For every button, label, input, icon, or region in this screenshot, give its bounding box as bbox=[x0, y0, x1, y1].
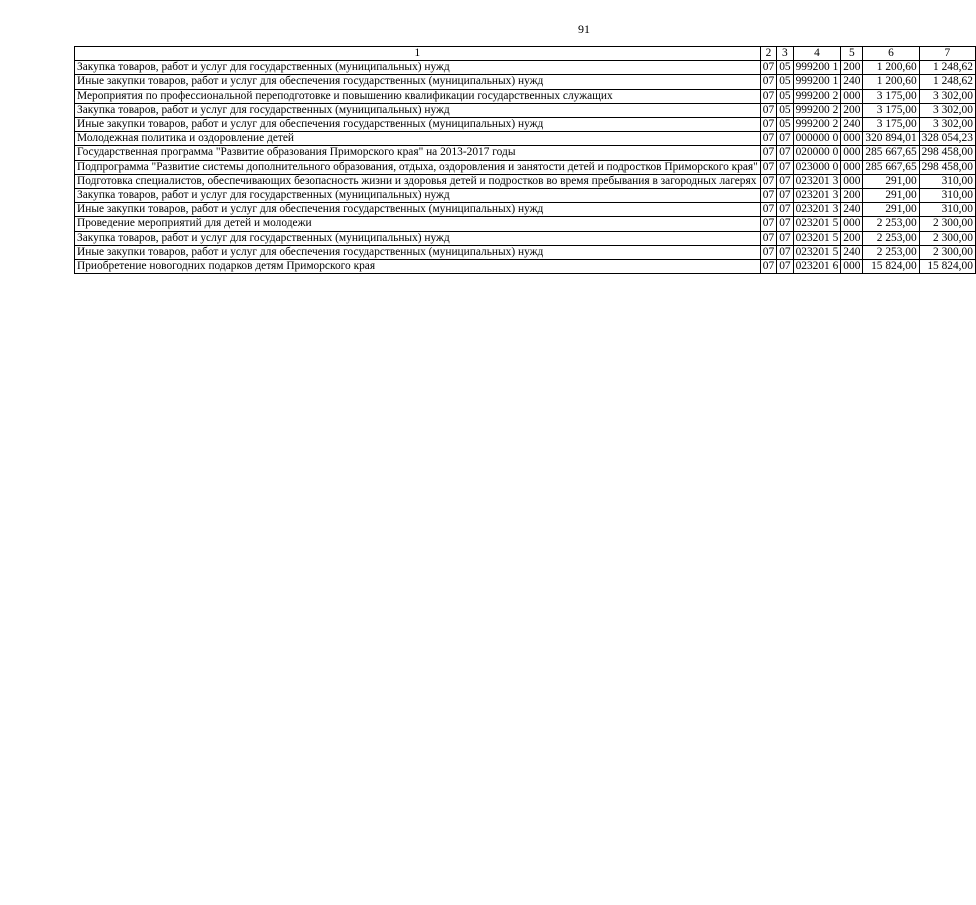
target-article-code: 023201 5 bbox=[793, 245, 841, 259]
section-code: 07 bbox=[760, 75, 776, 89]
target-article-code: 999200 2 bbox=[793, 103, 841, 117]
table-row bbox=[75, 146, 976, 160]
target-article-code: 999200 2 bbox=[793, 89, 841, 103]
header-row bbox=[75, 47, 976, 61]
subsection-code: 07 bbox=[777, 160, 793, 174]
row-name: Закупка товаров, работ и услуг для государственных (муниципальных) нужд bbox=[75, 189, 761, 203]
amount-column-6: 3 175,00 bbox=[863, 89, 919, 103]
amount-column-6: 2 253,00 bbox=[863, 245, 919, 259]
amount-column-6: 15 824,00 bbox=[863, 260, 919, 274]
amount-column-7: 298 458,00 bbox=[919, 160, 975, 174]
table-row bbox=[75, 89, 976, 103]
subsection-code: 07 bbox=[777, 174, 793, 188]
amount-column-6: 1 200,60 bbox=[863, 75, 919, 89]
section-code: 07 bbox=[760, 118, 776, 132]
row-name: Подпрограмма "Развитие системы дополнительного образования, отдыха, оздоровления и занятости детей и подростков Приморского края" bbox=[75, 160, 761, 174]
table-row bbox=[75, 203, 976, 217]
amount-column-7: 15 824,00 bbox=[919, 260, 975, 274]
subsection-code: 05 bbox=[777, 89, 793, 103]
subsection-code: 07 bbox=[777, 132, 793, 146]
row-name: Иные закупки товаров, работ и услуг для обеспечения государственных (муниципальных) нужд bbox=[75, 75, 761, 89]
amount-column-6: 320 894,01 bbox=[863, 132, 919, 146]
section-code: 07 bbox=[760, 203, 776, 217]
target-article-code: 023201 3 bbox=[793, 174, 841, 188]
row-name: Подготовка специалистов, обеспечивающих безопасность жизни и здоровья детей и подростков во время пребывания в загородных лагерях bbox=[75, 174, 761, 188]
table-row bbox=[75, 217, 976, 231]
row-name: Иные закупки товаров, работ и услуг для обеспечения государственных (муниципальных) нужд bbox=[75, 203, 761, 217]
page-number: 91 bbox=[578, 22, 590, 36]
expense-type-code: 200 bbox=[841, 61, 863, 75]
expense-type-code: 240 bbox=[841, 203, 863, 217]
amount-column-7: 310,00 bbox=[919, 203, 975, 217]
target-article-code: 023201 3 bbox=[793, 203, 841, 217]
subsection-code: 07 bbox=[777, 217, 793, 231]
expense-type-code: 000 bbox=[841, 132, 863, 146]
expense-type-code: 000 bbox=[841, 217, 863, 231]
amount-column-7: 1 248,62 bbox=[919, 61, 975, 75]
expense-type-code: 000 bbox=[841, 174, 863, 188]
amount-column-7: 310,00 bbox=[919, 189, 975, 203]
column-header: 5 bbox=[841, 47, 863, 61]
subsection-code: 07 bbox=[777, 203, 793, 217]
amount-column-6: 291,00 bbox=[863, 189, 919, 203]
amount-column-7: 328 054,23 bbox=[919, 132, 975, 146]
expense-type-code: 000 bbox=[841, 89, 863, 103]
row-name: Приобретение новогодних подарков детям Приморского края bbox=[75, 260, 761, 274]
target-article-code: 023201 5 bbox=[793, 217, 841, 231]
amount-column-7: 3 302,00 bbox=[919, 89, 975, 103]
table-row bbox=[75, 189, 976, 203]
subsection-code: 07 bbox=[777, 260, 793, 274]
amount-column-6: 3 175,00 bbox=[863, 103, 919, 117]
expense-type-code: 200 bbox=[841, 189, 863, 203]
row-name: Закупка товаров, работ и услуг для государственных (муниципальных) нужд bbox=[75, 61, 761, 75]
expense-type-code: 200 bbox=[841, 103, 863, 117]
amount-column-7: 310,00 bbox=[919, 174, 975, 188]
target-article-code: 999200 1 bbox=[793, 75, 841, 89]
section-code: 07 bbox=[760, 61, 776, 75]
section-code: 07 bbox=[760, 89, 776, 103]
subsection-code: 07 bbox=[777, 146, 793, 160]
expense-type-code: 000 bbox=[841, 260, 863, 274]
table-row bbox=[75, 231, 976, 245]
expense-type-code: 200 bbox=[841, 231, 863, 245]
table-row bbox=[75, 118, 976, 132]
subsection-code: 05 bbox=[777, 61, 793, 75]
amount-column-6: 2 253,00 bbox=[863, 231, 919, 245]
column-header: 3 bbox=[777, 47, 793, 61]
section-code: 07 bbox=[760, 189, 776, 203]
target-article-code: 023201 3 bbox=[793, 189, 841, 203]
row-name: Проведение мероприятий для детей и молодежи bbox=[75, 217, 761, 231]
subsection-code: 05 bbox=[777, 103, 793, 117]
table-row bbox=[75, 245, 976, 259]
section-code: 07 bbox=[760, 260, 776, 274]
amount-column-7: 3 302,00 bbox=[919, 103, 975, 117]
row-name: Иные закупки товаров, работ и услуг для обеспечения государственных (муниципальных) нужд bbox=[75, 245, 761, 259]
amount-column-7: 1 248,62 bbox=[919, 75, 975, 89]
amount-column-6: 285 667,65 bbox=[863, 146, 919, 160]
amount-column-7: 2 300,00 bbox=[919, 231, 975, 245]
expense-type-code: 000 bbox=[841, 146, 863, 160]
expense-type-code: 000 bbox=[841, 160, 863, 174]
row-name: Закупка товаров, работ и услуг для государственных (муниципальных) нужд bbox=[75, 103, 761, 117]
row-name: Закупка товаров, работ и услуг для государственных (муниципальных) нужд bbox=[75, 231, 761, 245]
subsection-code: 07 bbox=[777, 189, 793, 203]
target-article-code: 999200 1 bbox=[793, 61, 841, 75]
amount-column-7: 298 458,00 bbox=[919, 146, 975, 160]
amount-column-6: 291,00 bbox=[863, 203, 919, 217]
section-code: 07 bbox=[760, 245, 776, 259]
table-row bbox=[75, 75, 976, 89]
row-name: Молодежная политика и оздоровление детей bbox=[75, 132, 761, 146]
subsection-code: 05 bbox=[777, 75, 793, 89]
row-name: Мероприятия по профессиональной переподготовке и повышению квалификации государственных служащих bbox=[75, 89, 761, 103]
table-row bbox=[75, 260, 976, 274]
row-name: Государственная программа "Развитие образования Приморского края" на 2013-2017 годы bbox=[75, 146, 761, 160]
section-code: 07 bbox=[760, 174, 776, 188]
target-article-code: 023201 6 bbox=[793, 260, 841, 274]
section-code: 07 bbox=[760, 132, 776, 146]
amount-column-6: 1 200,60 bbox=[863, 61, 919, 75]
target-article-code: 999200 2 bbox=[793, 118, 841, 132]
section-code: 07 bbox=[760, 146, 776, 160]
subsection-code: 07 bbox=[777, 231, 793, 245]
amount-column-6: 3 175,00 bbox=[863, 118, 919, 132]
amount-column-6: 2 253,00 bbox=[863, 217, 919, 231]
section-code: 07 bbox=[760, 160, 776, 174]
table-row bbox=[75, 103, 976, 117]
target-article-code: 023000 0 bbox=[793, 160, 841, 174]
subsection-code: 07 bbox=[777, 245, 793, 259]
section-code: 07 bbox=[760, 103, 776, 117]
section-code: 07 bbox=[760, 217, 776, 231]
column-header: 4 bbox=[793, 47, 841, 61]
column-header: 7 bbox=[919, 47, 975, 61]
column-header: 6 bbox=[863, 47, 919, 61]
expense-type-code: 240 bbox=[841, 118, 863, 132]
amount-column-6: 285 667,65 bbox=[863, 160, 919, 174]
section-code: 07 bbox=[760, 231, 776, 245]
target-article-code: 000000 0 bbox=[793, 132, 841, 146]
table-row bbox=[75, 174, 976, 188]
expense-type-code: 240 bbox=[841, 75, 863, 89]
table-body bbox=[75, 61, 976, 274]
target-article-code: 020000 0 bbox=[793, 146, 841, 160]
budget-table bbox=[74, 46, 976, 274]
table-row bbox=[75, 61, 976, 75]
amount-column-7: 2 300,00 bbox=[919, 245, 975, 259]
table-row bbox=[75, 160, 976, 174]
amount-column-6: 291,00 bbox=[863, 174, 919, 188]
column-header: 2 bbox=[760, 47, 776, 61]
expense-type-code: 240 bbox=[841, 245, 863, 259]
amount-column-7: 3 302,00 bbox=[919, 118, 975, 132]
column-header: 1 bbox=[75, 47, 761, 61]
row-name: Иные закупки товаров, работ и услуг для обеспечения государственных (муниципальных) нужд bbox=[75, 118, 761, 132]
table-row bbox=[75, 132, 976, 146]
amount-column-7: 2 300,00 bbox=[919, 217, 975, 231]
subsection-code: 05 bbox=[777, 118, 793, 132]
target-article-code: 023201 5 bbox=[793, 231, 841, 245]
